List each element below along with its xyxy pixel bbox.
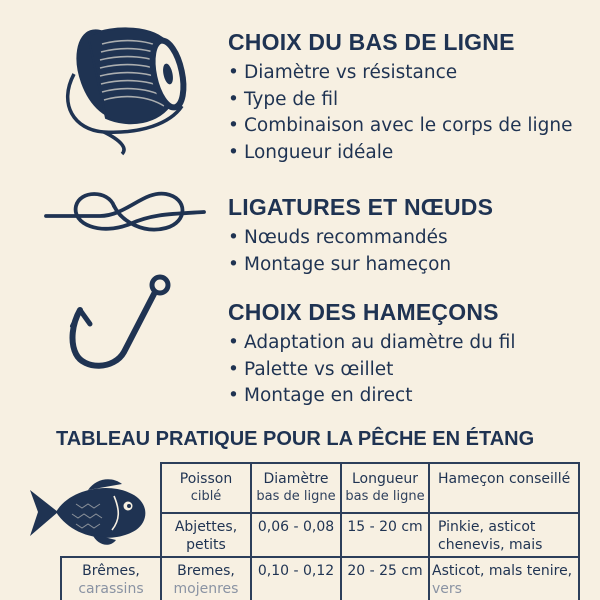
list-item: • Montage en direct: [228, 383, 515, 410]
cell-hook: Pinkie, asticot chenevis, mais: [438, 519, 543, 553]
table-line: [160, 462, 580, 464]
bullet-glyph: •: [228, 88, 239, 110]
bullet-glyph: •: [228, 332, 239, 353]
hook-icon: [60, 270, 180, 376]
cell-hook: Asticot, mals tenire, vers: [432, 563, 573, 597]
list-item: • Combinaison avec le corps de ligne: [228, 113, 573, 140]
fish-icon: [26, 476, 152, 548]
list-item: • Diamètre vs résistance: [228, 60, 573, 87]
section-hamecons: [228, 298, 515, 410]
section-title: CHOIX DU BAS DE LIGNE: [228, 29, 515, 55]
bullet-list: [228, 330, 515, 410]
bullet-list: [228, 225, 493, 278]
bullet-glyph: •: [228, 62, 239, 83]
list-item: • Type de fil: [228, 87, 573, 114]
table-line: [60, 556, 580, 558]
bullet-glyph: •: [228, 115, 239, 136]
cell-label: Brêmes, carassins: [78, 563, 144, 597]
list-item: • Montage sur hameçon: [228, 252, 493, 279]
section-bas-de-ligne: [228, 28, 573, 166]
header-cell-hamecon: Hameçon conseillé: [438, 471, 571, 487]
table-line: [578, 462, 580, 600]
list-item: • Palette vs œillet: [228, 357, 515, 384]
header-cell-diametre: Diamètre bas de ligne: [256, 471, 336, 504]
cell-fish: Bremes, mojenres: [173, 563, 239, 597]
bullet-glyph: •: [228, 253, 239, 275]
bullet-glyph: •: [228, 385, 239, 406]
table-line: [160, 512, 580, 514]
header-cell-longueur: Longueur bas de ligne: [345, 471, 425, 504]
bullet-glyph: •: [228, 358, 239, 380]
section-title: CHOIX DES HAMEÇONS: [228, 299, 499, 325]
knot-icon: [40, 182, 210, 242]
section-title: LIGATURES ET NŒUDS: [228, 194, 494, 220]
table-title: TABLEAU PRATIQUE POUR LA PÊCHE EN ÉTANG: [56, 428, 535, 450]
header-cell-poisson: Poisson ciblé: [179, 471, 233, 504]
list-item: • Longueur idéale: [228, 140, 573, 167]
list-item: • Adaptation au diamètre du fil: [228, 330, 515, 357]
cell-length: 20 - 25 cm: [347, 563, 423, 579]
bullet-glyph: •: [228, 141, 239, 163]
table-line: [428, 462, 430, 600]
cell-diameter: 0,06 - 0,08: [257, 519, 335, 535]
bullet-list: [228, 60, 573, 166]
cell-diameter: 0,10 - 0,12: [257, 563, 335, 579]
list-item: • Nœuds recommandés: [228, 225, 493, 252]
cell-length: 15 - 20 cm: [347, 519, 423, 535]
bullet-glyph: •: [228, 227, 239, 248]
section-noeuds: [228, 193, 493, 278]
cell-fish: Abjettes, petits: [174, 519, 238, 553]
spool-icon: [44, 14, 194, 156]
